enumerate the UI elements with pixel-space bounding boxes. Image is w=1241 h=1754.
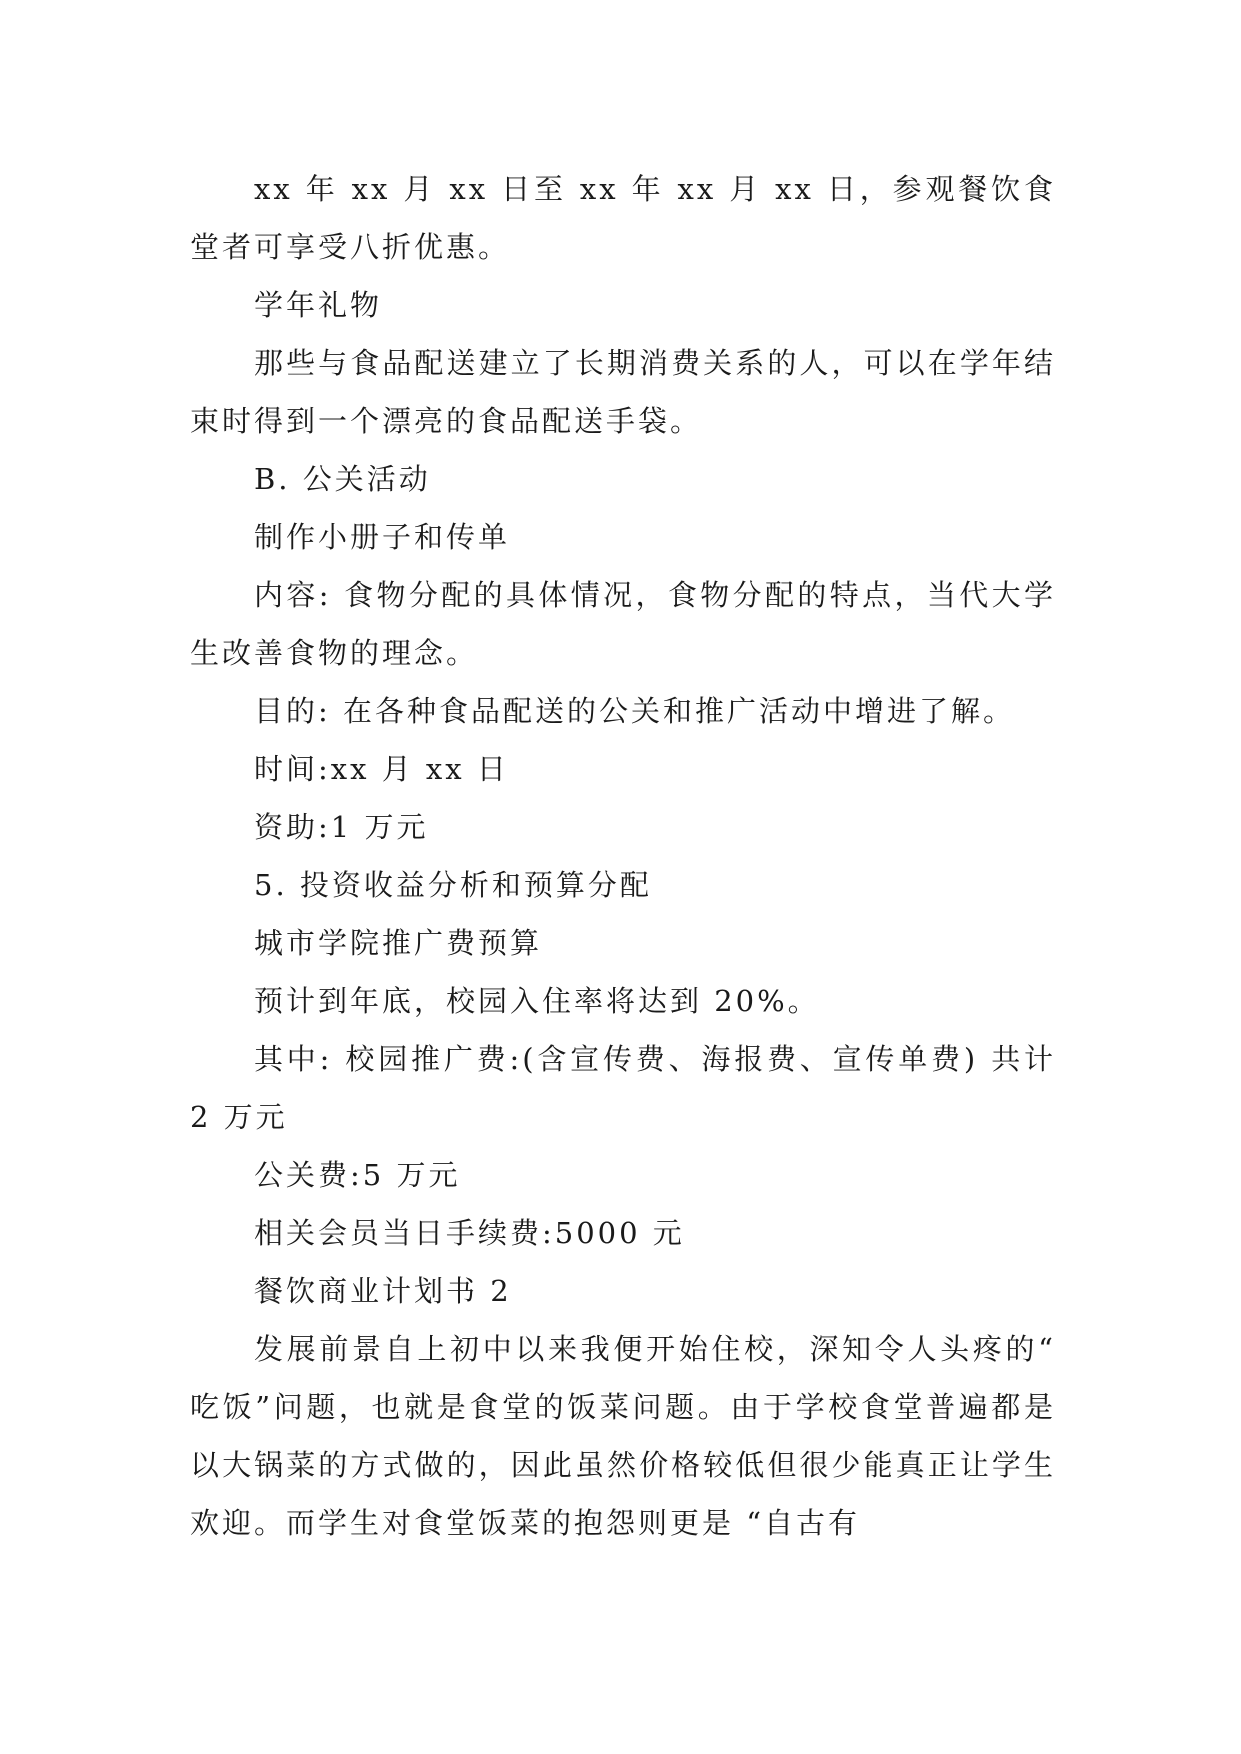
paragraph-discount-period: xx 年 xx 月 xx 日至 xx 年 xx 月 xx 日，参观餐饮食堂者可享受八折优惠。 — [190, 172, 1056, 264]
paragraph-time: 时间:xx 月 xx 日 — [254, 752, 509, 786]
paragraph-plan-2-title: 餐饮商业计划书 2 — [254, 1274, 512, 1308]
document-body — [190, 160, 1056, 1552]
paragraph-campus-promotion-cost: 其中: 校园推广费:(含宣传费、海报费、宣传单费) 共计 2 万元 — [190, 1042, 1056, 1134]
paragraph-gift-description: 那些与食品配送建立了长期消费关系的人，可以在学年结束时得到一个漂亮的食品配送手袋。 — [190, 346, 1056, 438]
paragraph-brochure-heading: 制作小册子和传单 — [254, 520, 511, 554]
paragraph-investment-heading: 5. 投资收益分析和预算分配 — [254, 868, 652, 902]
paragraph-purpose: 目的: 在各种食品配送的公关和推广活动中增进了解。 — [254, 694, 1015, 728]
paragraph-school-year-gift-heading: 学年礼物 — [254, 288, 383, 322]
paragraph-development-prospects: 发展前景自上初中以来我便开始住校，深知令人头疼的“ 吃饭”问题，也就是食堂的饭菜问题。由于学校食堂普遍都是以大锅菜的方式做的，因此虽然价格较低但很少能真正让学生欢迎。而学生对食堂饭菜的抱怨则更是 “自古有 — [190, 1332, 1056, 1540]
paragraph-member-fee: 相关会员当日手续费:5000 元 — [254, 1216, 685, 1250]
paragraph-pr-cost: 公关费:5 万元 — [254, 1158, 461, 1192]
paragraph-budget-heading: 城市学院推广费预算 — [254, 926, 543, 960]
paragraph-funding: 资助:1 万元 — [254, 810, 429, 844]
paragraph-content: 内容: 食物分配的具体情况，食物分配的特点，当代大学生改善食物的理念。 — [190, 578, 1056, 670]
paragraph-pr-heading: B. 公关活动 — [254, 462, 431, 496]
paragraph-occupancy-forecast: 预计到年底，校园入住率将达到 20%。 — [254, 984, 820, 1018]
